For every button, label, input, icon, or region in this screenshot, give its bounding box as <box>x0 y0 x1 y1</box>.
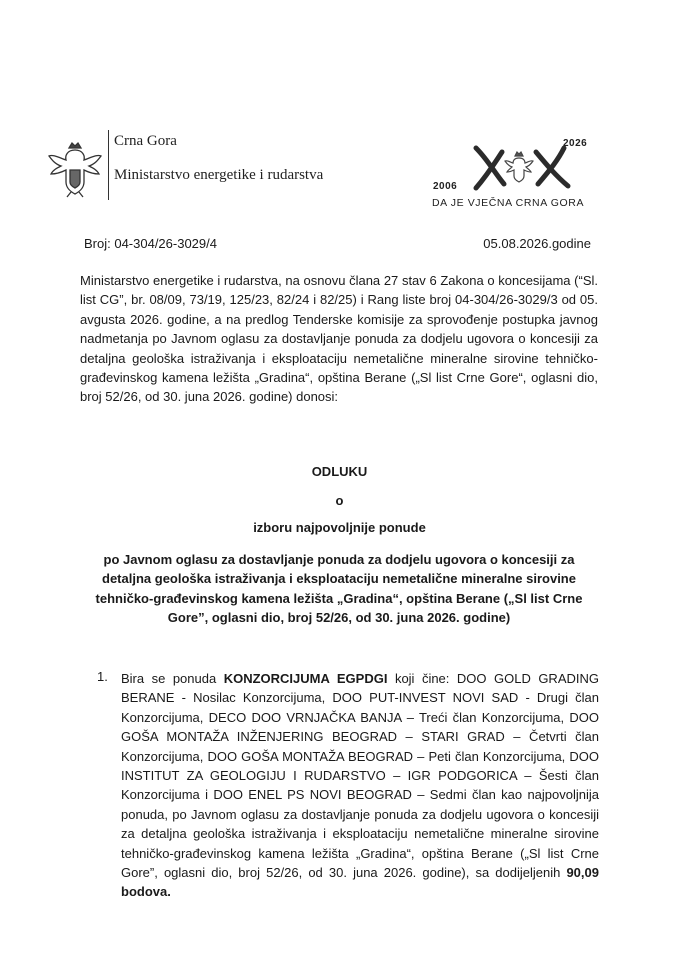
awarded-points: 90,09 bodova. <box>121 865 599 900</box>
decision-subtitle: izboru najpovoljnije ponude <box>253 520 426 535</box>
logo-slogan: DA JE VJEČNA CRNA GORA <box>432 197 585 209</box>
logo-year-end: 2026 <box>563 138 588 149</box>
intro-paragraph: Ministarstvo energetike i rudarstva, na osnovu člana 27 stav 6 Zakona o koncesijama (“Sl. list CG”, br. 08/09, 73/19, 125/23, 82/24 i 82/25) i Rang liste broj 04-304/26-3029/3 od 05. avgusta 2026. godine, a na predlog Tenderske komisije za sprovođenje postupka javnog nadmetanja po Javnom oglasu za dostavljanje ponuda za dodjelu ugovora o koncesiji za detaljna geološka istraživanja i eksploataciju nemetalične mineralne sirovine tehničko-građevinskog kamena ležišta „Gradina“, opština Berane („Sl list Crne Gore“, oglasni dio, broj 52/26, od 30. juna 2026. godine) donosi: <box>80 273 598 405</box>
item-body: koji čine: DOO GOLD GRADING BERANE - Nosilac Konzorcijuma, DOO PUT-INVEST NOVI SAD - Drugi član Konzorcijuma, DECO DOO VRNJAČKA BANJA – Treći član Konzorcijuma, DOO GOŠA MONTAŽA INŽENJERING BEOGRAD – STARI GRAD – Četvrti član Konzorcijuma, DOO GOŠA MONTAŽA BEOGRAD – Peti član Konzorcijuma, DOO INSTITUT ZA GEOLOGIJU I RUDARSTVO – IGR PODGORICA – Šesti član Konzorcijuma i DOO ENEL PS NOVI BEOGRAD – Sedmi član kao najpovoljnija ponuda, po Javnom oglasu za dostavljanje ponuda za dodjelu ugovora o koncesiji za detaljna geološka istraživanja i eksploataciju nemetalične mineralne sirovine tehničko-građevinskog kamena ležišta „Gradina“, opština Berane („Sl list Crne Gore”, oglasni dio, broj 52/26, od 30. juna 2026. godine), sa dodijeljenih <box>121 671 599 881</box>
decision-title: ODLUKU <box>311 464 368 479</box>
consortium-name: KONZORCIJUMA EGPDGI <box>223 671 388 686</box>
ministry-name: Ministarstvo energetike i rudarstva <box>114 167 324 183</box>
document-date: 05.08.2026.godine <box>483 236 591 251</box>
item-lead: Bira se ponuda <box>121 671 224 686</box>
document-reference: Broj: 04-304/26-3029/4 <box>84 236 217 251</box>
ministry-header <box>114 133 323 184</box>
logo-year-start: 2006 <box>433 181 458 192</box>
country-name: Crna Gora <box>114 133 177 149</box>
item-number: 1. <box>97 669 108 684</box>
decision-title-o: o <box>335 493 344 508</box>
header-divider <box>108 130 109 200</box>
coat-of-arms-icon <box>45 140 105 198</box>
item-text <box>121 669 599 902</box>
decision-subject: po Javnom oglasu za dostavljanje ponuda za dodjelu ugovora o koncesiji za detaljna geološka istraživanja i eksploataciju nemetalične mineralne sirovine tehničko-građevinskog kamena ležišta „Gradina“, opština Berane („Sl list Crne Gore”, oglasni dio, broj 52/26, od 30. juna 2026. godine) <box>95 552 583 626</box>
